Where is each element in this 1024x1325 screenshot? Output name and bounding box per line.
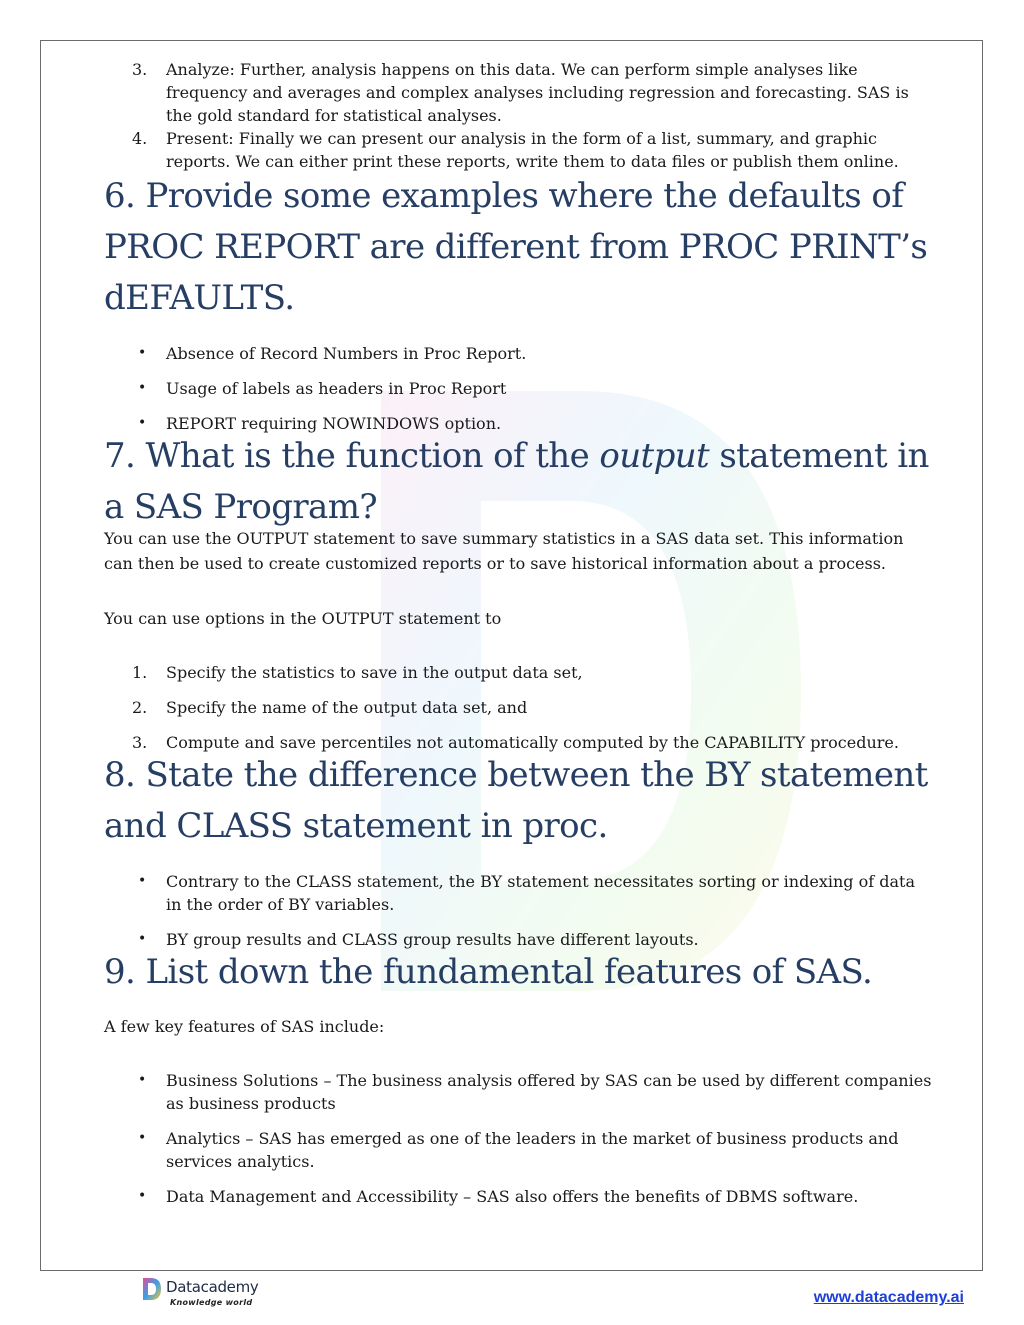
bullet-marker: • bbox=[138, 380, 147, 396]
list-item-text: Analyze: Further, analysis happens on this data. We can perform simple analyses like frequency and averages and complex analyses including regression and forecasting. SAS is the gold standard for statistical analyses. bbox=[166, 60, 909, 125]
bullet-marker: • bbox=[138, 873, 147, 889]
heading-italic-text: output bbox=[599, 436, 710, 476]
logo-tagline: Knowledge world bbox=[170, 1298, 253, 1307]
list-item bbox=[104, 412, 934, 435]
list-item bbox=[104, 696, 934, 719]
list-item-text: Specify the statistics to save in the output data set, bbox=[166, 663, 583, 682]
list-number: 2. bbox=[132, 698, 148, 717]
list-item-text: Data Management and Accessibility – SAS also offers the benefits of DBMS software. bbox=[166, 1187, 859, 1206]
list-item bbox=[104, 1185, 934, 1208]
page-content bbox=[104, 58, 934, 1208]
bullet-marker: • bbox=[138, 931, 147, 947]
list-item-text: Absence of Record Numbers in Proc Report. bbox=[166, 344, 527, 363]
heading-text: statement in a SAS Program? bbox=[104, 436, 929, 527]
list-number: 3. bbox=[132, 60, 148, 79]
bullet-marker: • bbox=[138, 415, 147, 431]
list-item bbox=[104, 870, 934, 916]
list-item-text: Usage of labels as headers in Proc Report bbox=[166, 379, 507, 398]
heading-text: 7. What is the function of the bbox=[104, 436, 600, 476]
list-item bbox=[104, 127, 934, 173]
footer-logo bbox=[140, 1277, 260, 1317]
list-number: 3. bbox=[132, 733, 148, 752]
list-item bbox=[104, 731, 934, 754]
question-6-bullets bbox=[104, 342, 934, 435]
list-item-text: REPORT requiring NOWINDOWS option. bbox=[166, 414, 502, 433]
list-item-text: Contrary to the CLASS statement, the BY statement necessitates sorting or indexing of data in the order of BY variables. bbox=[166, 872, 915, 914]
list-item bbox=[104, 342, 934, 365]
bullet-marker: • bbox=[138, 1072, 147, 1088]
question-9-bullets bbox=[104, 1069, 934, 1208]
question-9-intro: A few key features of SAS include: bbox=[104, 1017, 385, 1036]
question-7-paragraph: You can use the OUTPUT statement to save summary statistics in a SAS data set. This information can then be used to create customized reports or to save historical information about a process. bbox=[104, 529, 904, 573]
question-8-heading: 8. State the difference between the BY statement and CLASS statement in proc. bbox=[104, 755, 928, 846]
website-link[interactable]: www.datacademy.ai bbox=[813, 1289, 964, 1306]
list-item-text: Business Solutions – The business analysis offered by SAS can be used by different companies as business products bbox=[166, 1071, 932, 1113]
datacademy-logo-icon bbox=[142, 1277, 162, 1301]
list-item-text: Compute and save percentiles not automatically computed by the CAPABILITY procedure. bbox=[166, 733, 899, 752]
question-7-heading bbox=[104, 431, 934, 533]
list-number: 4. bbox=[132, 129, 148, 148]
bullet-marker: • bbox=[138, 1188, 147, 1204]
logo-text: Datacademy bbox=[166, 1278, 259, 1296]
list-number: 1. bbox=[132, 663, 148, 682]
list-item-text: Specify the name of the output data set, and bbox=[166, 698, 528, 717]
analysis-steps-list bbox=[104, 58, 934, 173]
question-6-heading: 6. Provide some examples where the defaults of PROC REPORT are different from PROC PRINT’s dEFAULTS. bbox=[104, 176, 928, 318]
list-item bbox=[104, 377, 934, 400]
question-7-intro: You can use options in the OUTPUT statement to bbox=[104, 609, 502, 628]
bullet-marker: • bbox=[138, 1130, 147, 1146]
output-options-list bbox=[104, 661, 934, 754]
bullet-marker: • bbox=[138, 345, 147, 361]
list-item bbox=[104, 1069, 934, 1115]
question-9-heading: 9. List down the fundamental features of SAS. bbox=[104, 952, 873, 992]
list-item bbox=[104, 928, 934, 951]
list-item bbox=[104, 1127, 934, 1173]
question-8-bullets bbox=[104, 870, 934, 951]
list-item-text: Analytics – SAS has emerged as one of the leaders in the market of business products and services analytics. bbox=[166, 1129, 899, 1171]
list-item-text: BY group results and CLASS group results have different layouts. bbox=[166, 930, 699, 949]
list-item bbox=[104, 58, 934, 127]
list-item-text: Present: Finally we can present our analysis in the form of a list, summary, and graphic reports. We can either print these reports, write them to data files or publish them online. bbox=[166, 129, 899, 171]
list-item bbox=[104, 661, 934, 684]
